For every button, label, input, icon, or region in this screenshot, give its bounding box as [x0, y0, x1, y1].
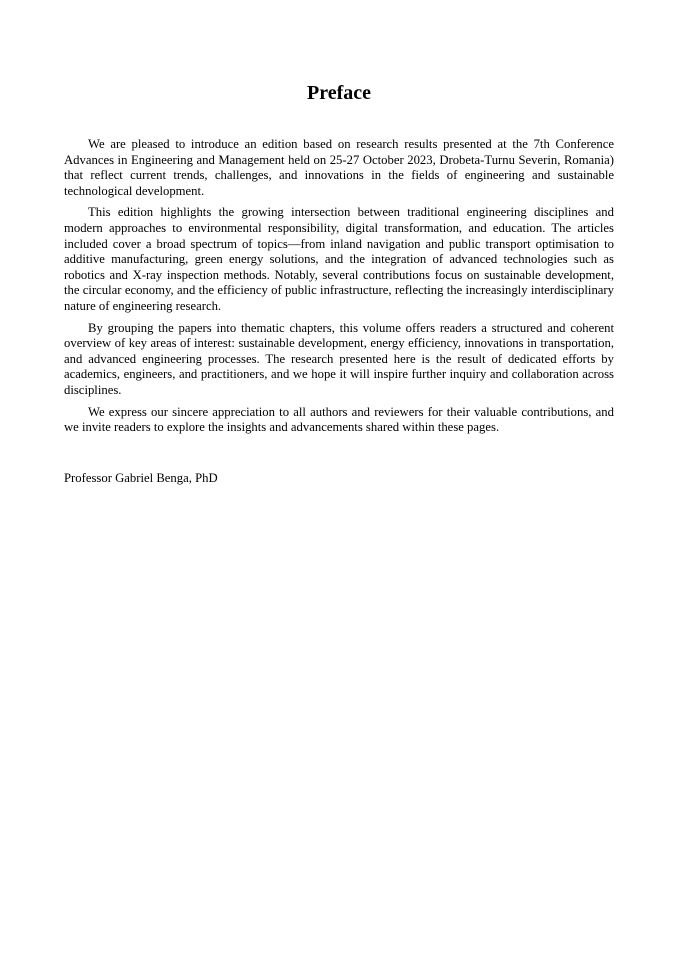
page-title: Preface [306, 82, 372, 104]
paragraph-highlights: This edition highlights the growing intersection between traditional engineering disciplines and modern approaches to environmental responsibility, digital transformation, and education. The articles included cover a broad spectrum of topics—from inland navigation and public transport optimisation to additive manufacturing, green energy solutions, and the integration of advanced technologies such as robotics and X-ray inspection methods. Notably, several contributions focus on sustainable development, the circular economy, and the efficiency of public infrastructure, reflecting the increasingly interdisciplinary nature of engineering research. [64, 205, 614, 313]
author-signature: Professor Gabriel Benga, PhD [64, 471, 218, 485]
paragraph-appreciation: We express our sincere appreciation to all authors and reviewers for their valuable contributions, and we invite readers to explore the insights and advancements shared within these pages. [64, 404, 614, 435]
paragraph-chapters: By grouping the papers into thematic chapters, this volume offers readers a structured and coherent overview of key areas of interest: sustainable development, energy efficiency, innovations in transportation, and advanced engineering processes. The research presented here is the result of dedicated efforts by academics, engineers, and practitioners, and we hope it will inspire further inquiry and collaboration across disciplines. [64, 320, 614, 397]
paragraph-introduction: We are pleased to introduce an edition based on research results presented at the 7th Conference Advances in Engineering and Management held on 25-27 October 2023, Drobeta-Turnu Severin, Romania) that reflect current trends, challenges, and innovations in the fields of engineering and sustainable technological development. [64, 137, 614, 198]
preface-body [64, 137, 614, 442]
